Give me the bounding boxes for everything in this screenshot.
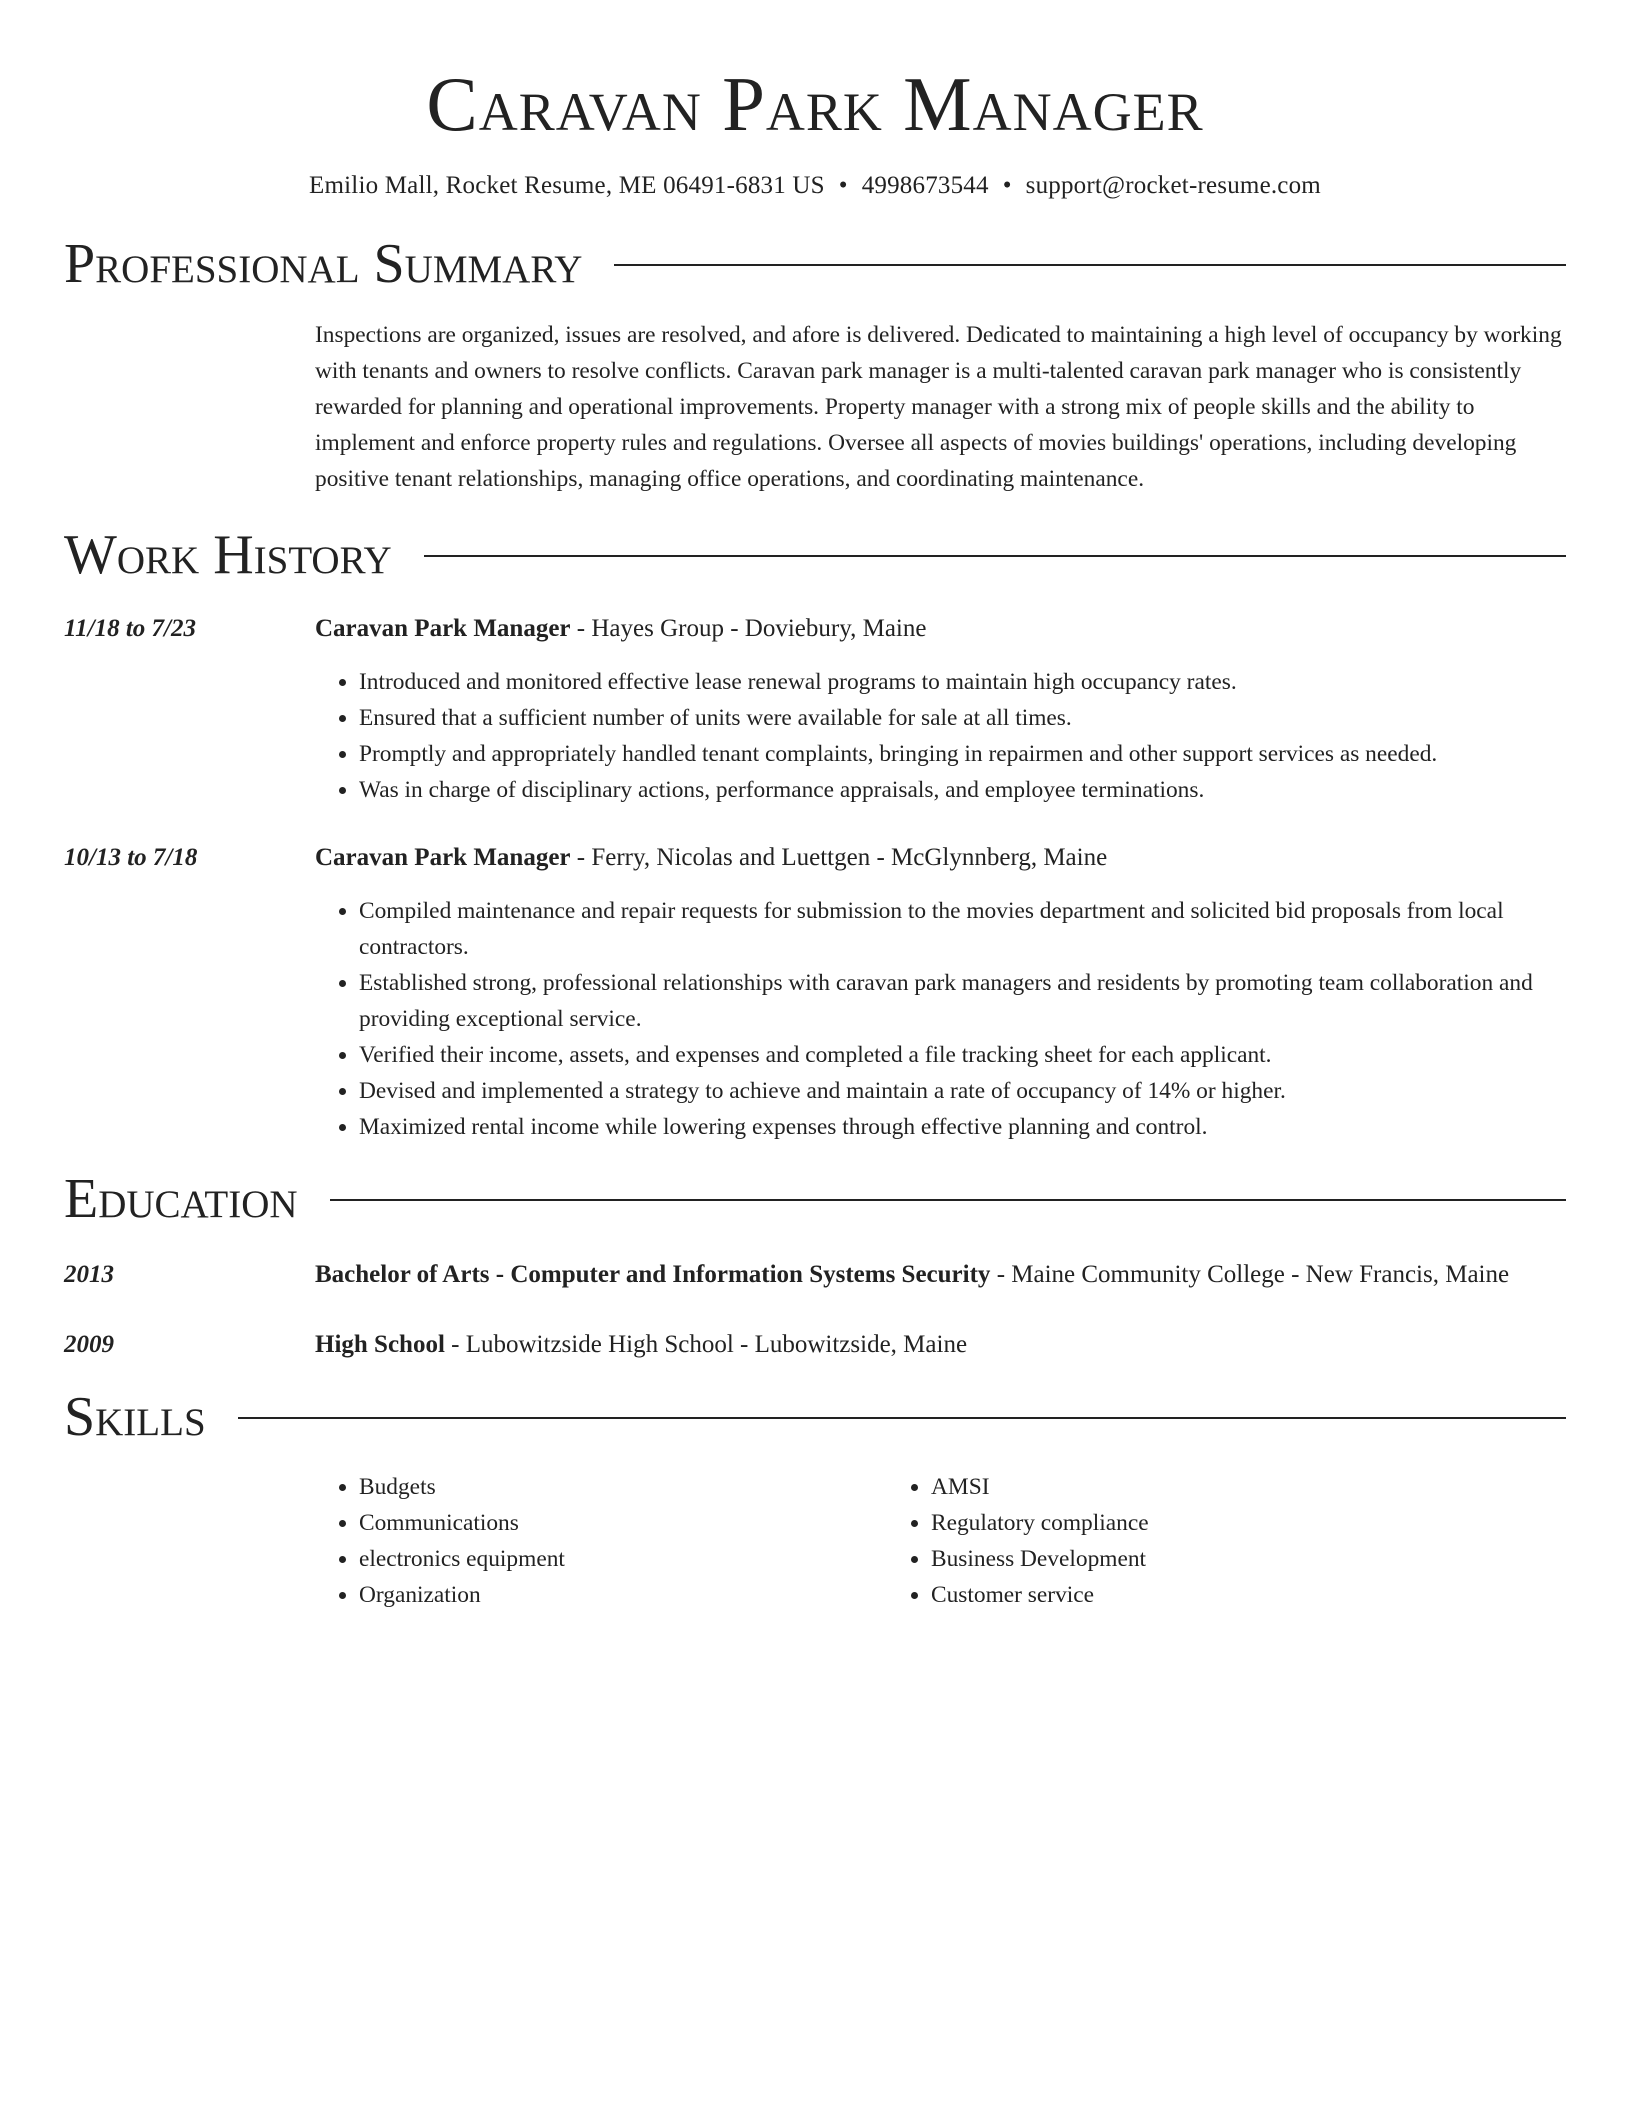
- job-bullet: • Maximized rental income while lowering expenses through effective planning and control.: [359, 1109, 1566, 1145]
- job-bullet: • Established strong, professional relationships with caravan park managers and residents by promoting team collaboration and providing exceptional service.: [359, 965, 1566, 1037]
- job-details: - Ferry, Nicolas and Luettgen - McGlynnberg, Maine: [570, 844, 1108, 871]
- education-degree: High School: [315, 1331, 445, 1358]
- education-year: 2013: [64, 1261, 114, 1288]
- job-entry: [64, 611, 1566, 808]
- skills-section-title: Skills: [64, 1386, 206, 1448]
- education-entry: [64, 1255, 1566, 1295]
- contact-phone: 4998673544: [861, 172, 989, 199]
- contact-email: support@rocket-resume.com: [1025, 172, 1321, 199]
- skills-gutter: [64, 1449, 315, 1613]
- job-role: Caravan Park Manager: [315, 615, 571, 642]
- job-bullet: • Introduced and monitored effective lease renewal programs to maintain high occupancy rates.: [359, 664, 1566, 700]
- skills-list-right: [887, 1469, 1459, 1613]
- job-bullet: • Devised and implemented a strategy to achieve and maintain a rate of occupancy of 14% or higher.: [359, 1073, 1566, 1109]
- contact-line: [64, 170, 1566, 202]
- skill-item: • Budgets: [359, 1469, 887, 1505]
- work-section-title: Work History: [64, 524, 392, 586]
- job-bullet-list: [315, 893, 1566, 1145]
- skills-section-header: [64, 1385, 1566, 1449]
- job-heading: [315, 611, 1566, 647]
- education-text: [315, 1325, 1566, 1365]
- job-bullet: • Compiled maintenance and repair requests for submission to the movies department and solicited bid proposals from local contractors.: [359, 893, 1566, 965]
- job-bullet: • Was in charge of disciplinary actions, performance appraisals, and employee terminations.: [359, 772, 1566, 808]
- section-divider: [238, 1417, 1566, 1419]
- skills-columns: [315, 1469, 1566, 1613]
- job-heading: [315, 840, 1566, 876]
- summary-text: Inspections are organized, issues are resolved, and afore is delivered. Dedicated to maintaining a high level of occupancy by working with tenants and owners to resolve conflicts. Caravan park manager is a multi-talented caravan park manager who is consistently rewarded for planning and operational improvements. Property manager with a strong mix of people skills and the ability to implement and enforce property rules and regulations. Oversee all aspects of movies buildings' operations, including developing positive tenant relationships, managing office operations, and coordinating maintenance.: [315, 322, 1562, 492]
- education-section-header: [64, 1167, 1566, 1231]
- education-entry: [64, 1325, 1566, 1365]
- job-dates: 11/18 to 7/23: [64, 615, 196, 642]
- skill-item: • AMSI: [931, 1469, 1459, 1505]
- job-role: Caravan Park Manager: [315, 844, 571, 871]
- section-divider: [330, 1199, 1566, 1201]
- summary-block: [64, 317, 1566, 497]
- education-details: - Lubowitzside High School - Lubowitzside, Maine: [444, 1331, 968, 1358]
- education-degree: Bachelor of Arts - Computer and Information Systems Security: [315, 1261, 991, 1288]
- job-bullet: • Promptly and appropriately handled tenant complaints, bringing in repairmen and other support services as needed.: [359, 736, 1566, 772]
- job-bullet-list: [315, 664, 1566, 808]
- contact-separator: •: [838, 172, 848, 199]
- job-bullet: • Verified their income, assets, and expenses and completed a file tracking sheet for each applicant.: [359, 1037, 1566, 1073]
- summary-section-title: Professional Summary: [64, 233, 583, 295]
- skill-item: • Communications: [359, 1505, 887, 1541]
- contact-address: Emilio Mall, Rocket Resume, ME 06491-6831 US: [309, 172, 825, 199]
- skill-item: • Regulatory compliance: [931, 1505, 1459, 1541]
- skill-item: • Customer service: [931, 1577, 1459, 1613]
- contact-separator: •: [1002, 172, 1012, 199]
- skill-item: • Business Development: [931, 1541, 1459, 1577]
- skills-list-left: [315, 1469, 887, 1613]
- skill-item: • Organization: [359, 1577, 887, 1613]
- skills-block: [64, 1449, 1566, 1613]
- resume-name: Caravan Park Manager: [426, 61, 1204, 147]
- education-text: [315, 1255, 1566, 1295]
- summary-section-header: [64, 232, 1566, 296]
- section-divider: [424, 555, 1566, 557]
- summary-gutter: [64, 317, 315, 497]
- work-section-header: [64, 523, 1566, 587]
- job-bullet: • Ensured that a sufficient number of units were available for sale at all times.: [359, 700, 1566, 736]
- skill-item: • electronics equipment: [359, 1541, 887, 1577]
- job-dates: 10/13 to 7/18: [64, 844, 198, 871]
- section-divider: [614, 264, 1566, 266]
- education-year: 2009: [64, 1331, 114, 1358]
- job-entry: [64, 840, 1566, 1145]
- education-details: - Maine Community College - New Francis, Maine: [990, 1261, 1510, 1288]
- job-details: - Hayes Group - Doviebury, Maine: [570, 615, 927, 642]
- education-section-title: Education: [64, 1168, 298, 1230]
